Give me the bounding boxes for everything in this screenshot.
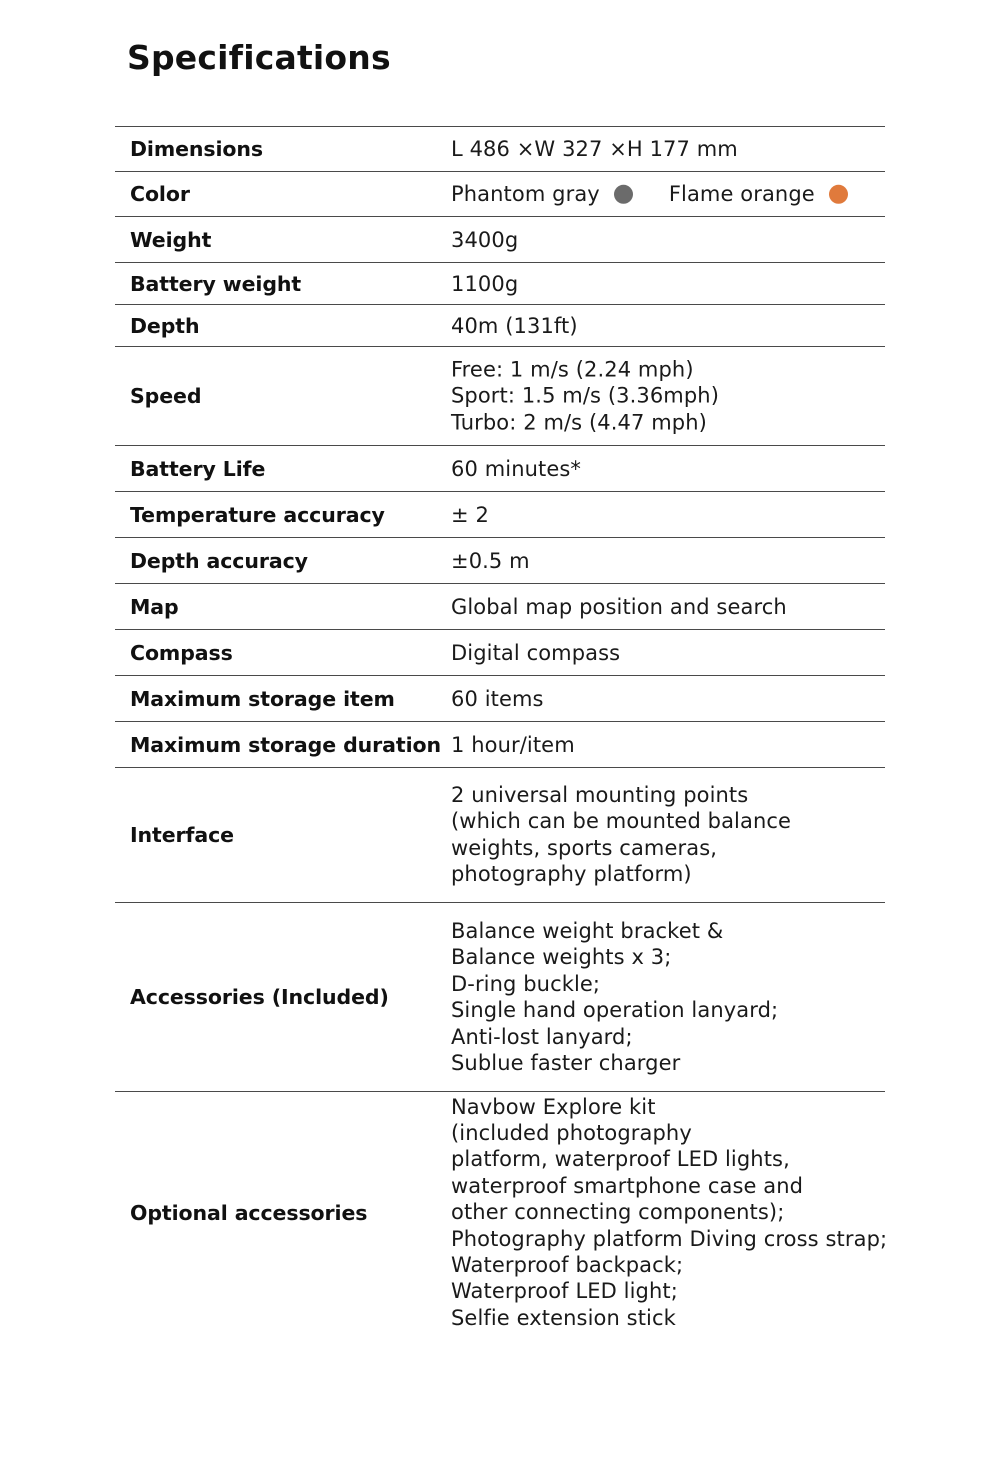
spec-row-speed [115,346,885,445]
spec-value: 60 minutes* [451,456,582,481]
spec-row-depth-accuracy [115,537,885,583]
spec-row-color [115,171,885,216]
spec-label: Depth [130,313,200,338]
spec-value: Global map position and search [451,594,787,619]
spec-row-accessories-included [115,902,885,1091]
spec-label: Depth accuracy [130,548,308,573]
spec-row-weight [115,216,885,262]
spec-value: 60 items [451,686,544,711]
spec-value: 40m (131ft) [451,313,578,338]
spec-label: Interface [130,823,234,847]
spec-label: Maximum storage item [130,686,395,711]
spec-label: Speed [130,384,202,408]
page-title: Specifications [127,38,391,77]
spec-label: Map [130,594,179,619]
spec-label: Battery Life [130,456,266,481]
spec-label: Color [130,182,190,206]
spec-label: Battery weight [130,271,302,296]
spec-label: Maximum storage duration [130,732,441,757]
spec-label: Optional accessories [130,1200,368,1225]
spec-row-dimensions [115,126,885,171]
spec-row-compass [115,629,885,675]
spec-row-depth [115,304,885,346]
spec-value: Balance weight bracket & Balance weights x 3; D-ring buckle; Single hand operation lanyard; Anti-lost lanyard; Sublue faster charger [451,918,779,1075]
phantom-gray-swatch-icon [614,185,633,204]
spec-label: Compass [130,640,233,665]
flame-orange-swatch-icon [829,185,848,204]
color-option-phantom-gray [451,181,633,207]
spec-row-max-storage-duration [115,721,885,767]
spec-value: L 486 ×W 327 ×H 177 mm [451,136,738,161]
color-option-flame-orange [669,181,848,207]
color-name: Flame orange [668,181,815,206]
spec-value: ±0.5 m [451,548,530,573]
spec-label: Weight [130,227,212,252]
spec-value: ± 2 [451,502,489,527]
color-name: Phantom gray [451,181,600,206]
spec-label: Dimensions [130,137,264,161]
spec-row-map [115,583,885,629]
spec-label: Accessories (Included) [130,985,389,1009]
spec-label: Temperature accuracy [130,502,385,527]
spec-row-optional-accessories [115,1091,888,1333]
spec-value: 3400g [451,227,519,252]
spec-value: 1 hour/item [451,732,575,757]
spec-value: 1100g [451,271,519,296]
spec-value: Navbow Explore kit (included photography platform, waterproof LED lights, waterproof smartphone case and other connecting components); Photography platform Diving cross strap; Waterproof backpack; Waterproof LED light; Selfie extension stick [451,1094,888,1330]
spec-value: Free: 1 m/s (2.24 mph) Sport: 1.5 m/s (3.36mph) Turbo: 2 m/s (4.47 mph) [451,357,719,435]
spec-row-battery-life [115,445,885,491]
spec-row-temperature-accuracy [115,491,885,537]
spec-row-battery-weight [115,262,885,304]
spec-row-interface [115,767,885,902]
spec-value: Digital compass [451,640,621,665]
spec-row-max-storage-item [115,675,885,721]
spec-value: 2 universal mounting points (which can be mounted balance weights, sports cameras, photography platform) [451,783,792,887]
spec-value [451,181,848,207]
spec-table [115,126,888,1333]
